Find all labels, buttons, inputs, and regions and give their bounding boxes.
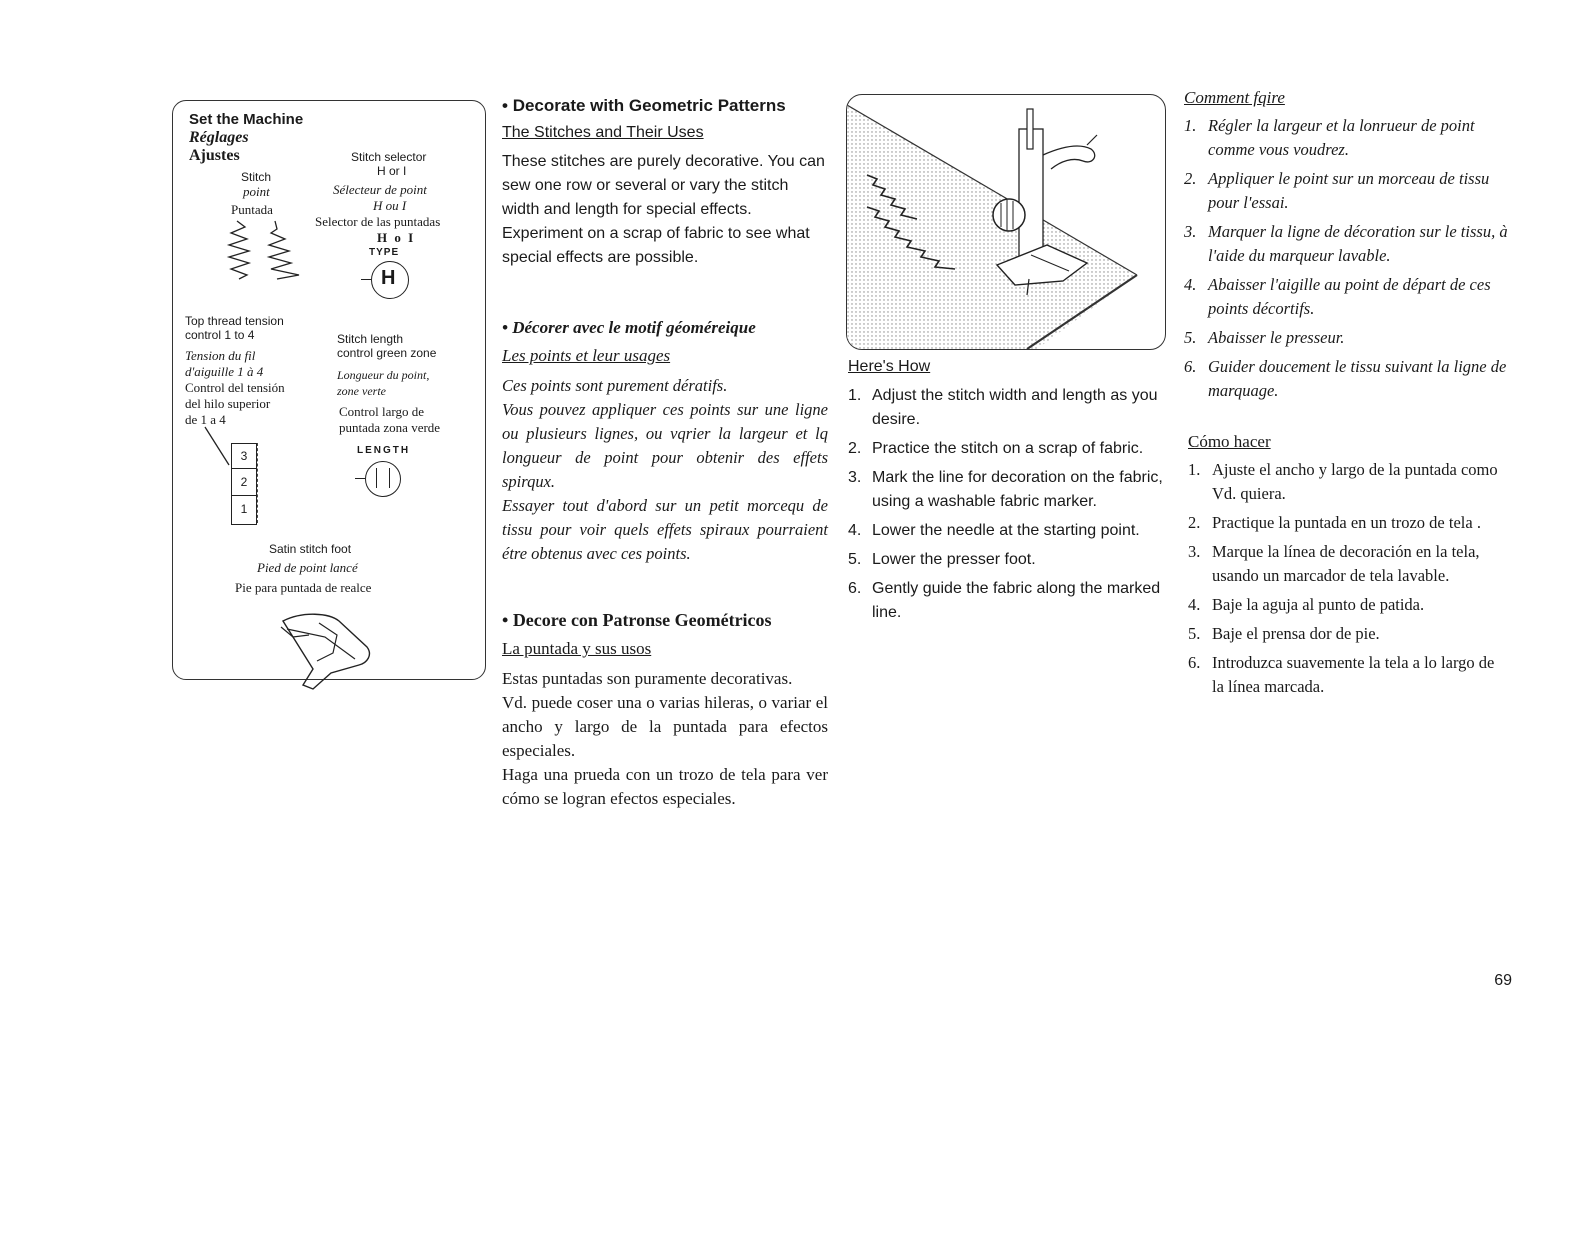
- como-hacer-step: [1188, 593, 1510, 617]
- heres-how-step: [848, 519, 1168, 543]
- step-number: 2.: [1184, 169, 1197, 188]
- heres-how-title: Here's How: [848, 358, 931, 375]
- step-number: 1.: [1188, 460, 1201, 479]
- page-number: 69: [1494, 972, 1512, 989]
- french-heading-text: Décorer avec le motif géoméreique: [512, 318, 756, 337]
- como-hacer-step: [1188, 458, 1510, 506]
- length-dial-grip-icon: [376, 468, 390, 488]
- stitch-label-es: Puntada: [231, 202, 273, 217]
- step-number: 3.: [848, 469, 862, 486]
- tension-label-fr2: d'aiguille 1 à 4: [185, 364, 264, 379]
- zigzag-stitch-icon: [225, 219, 315, 281]
- needle-sewing-icon: [847, 95, 1165, 349]
- english-paragraph-2: Experiment on a scrap of fabric to see what special effects are possible.: [502, 225, 810, 266]
- selector-label-fr2: H ou I: [373, 198, 407, 213]
- tension-label-es3: de 1 a 4: [185, 412, 226, 427]
- tension-dial: [231, 443, 257, 525]
- step-text: Abaisser l'aigille au point de départ de ces points décortifs.: [1208, 275, 1491, 318]
- foot-label-en: Satin stitch foot: [269, 542, 352, 556]
- spanish-paragraph-3: Haga una prueda con un trozo de tela para ver cómo se logran efectos especiales.: [502, 765, 828, 808]
- step-number: 4.: [1188, 595, 1201, 614]
- french-heading: • Décorer avec le motif géoméreique: [502, 318, 756, 337]
- foot-label-fr: Pied de point lancé: [257, 560, 358, 575]
- heres-how-section: [848, 358, 1168, 630]
- stitch-label-en: Stitch: [241, 170, 272, 184]
- step-text: Baje la aguja al punto de patida.: [1212, 595, 1425, 614]
- como-hacer-step: [1188, 540, 1510, 588]
- step-text: Régler la largeur et la lonrueur de point comme vous voudrez.: [1208, 116, 1475, 159]
- type-dial-pointer: [361, 279, 371, 280]
- heres-how-step: [848, 466, 1168, 514]
- step-number: 6.: [1188, 653, 1201, 672]
- comment-faire-section: [1184, 88, 1510, 408]
- spanish-heading: • Decore con Patronse Geométricos: [502, 610, 772, 630]
- step-text: Mark the line for decoration on the fabric, using a washable fabric marker.: [872, 469, 1163, 510]
- french-paragraph-1: Ces points sont purement dératifs.: [502, 376, 728, 395]
- step-text: Abaisser le presseur.: [1208, 328, 1345, 347]
- length-label-es1: Control largo de: [339, 404, 424, 419]
- comment-faire-step: [1184, 167, 1510, 215]
- tension-label-en1: Top thread tension: [185, 314, 284, 328]
- step-text: Gently guide the fabric along the marked line.: [872, 580, 1161, 621]
- como-hacer-title: Cómo hacer: [1188, 432, 1271, 451]
- step-number: 6.: [848, 580, 862, 597]
- spanish-paragraph-2: Vd. puede coser una o varias hileras, o variar el ancho y largo de la puntada para efectos especiales.: [502, 693, 828, 760]
- length-label-fr2: zone verte: [337, 384, 386, 398]
- step-text: Introduzca suavemente la tela a lo largo de la línea marcada.: [1212, 653, 1495, 696]
- heres-how-step: [848, 577, 1168, 625]
- english-heading-text: Decorate with Geometric Patterns: [512, 96, 786, 115]
- tension-label-es1: Control del tensión: [185, 380, 285, 395]
- foot-label-es: Pie para puntada de realce: [235, 580, 372, 595]
- french-paragraph-3: Essayer tout d'abord sur un petit morcequ de tissu pour voir quels effets spiraux pourraient étre obtenus avec ces points.: [502, 496, 828, 563]
- como-hacer-section: [1188, 432, 1510, 704]
- tension-label-fr1: Tension du fil: [185, 348, 256, 363]
- length-label-es2: puntada zona verde: [339, 420, 441, 435]
- length-label-fr1: Longueur du point,: [337, 368, 430, 382]
- como-hacer-step: [1188, 622, 1510, 646]
- french-section: [502, 318, 828, 566]
- type-selector-value: H: [381, 267, 396, 289]
- tension-label-en2: control 1 to 4: [185, 328, 255, 342]
- step-text: Marque la línea de decoración en la tela, usando un marcador de tela lavable.: [1212, 542, 1480, 585]
- step-text: Lower the presser foot.: [872, 551, 1036, 568]
- como-hacer-step: [1188, 651, 1510, 699]
- step-text: Practique la puntada en un trozo de tela .: [1212, 513, 1481, 532]
- comment-faire-step: [1184, 114, 1510, 162]
- tension-dial-ridges: [257, 443, 264, 523]
- satin-stitch-foot-icon: [273, 607, 383, 693]
- french-subheading: Les points et leur usages: [502, 346, 671, 365]
- settings-title-fr: Réglages: [189, 129, 249, 146]
- comment-faire-step: [1184, 355, 1510, 403]
- tension-pointer-line: [203, 425, 233, 481]
- length-label: LENGTH: [357, 445, 411, 456]
- heres-how-step: [848, 437, 1168, 461]
- length-label-en2: control green zone: [337, 346, 437, 360]
- heres-how-step: [848, 548, 1168, 572]
- english-section: [502, 96, 828, 270]
- machine-settings-box: [172, 100, 486, 680]
- step-text: Guider doucement le tissu suivant la ligne de marquage.: [1208, 357, 1507, 400]
- english-heading: • Decorate with Geometric Patterns: [502, 96, 786, 115]
- step-number: 3.: [1188, 542, 1201, 561]
- settings-title-en: Set the Machine: [189, 111, 304, 128]
- selector-label-en2: H or I: [377, 164, 407, 178]
- settings-title-es: Ajustes: [189, 147, 240, 164]
- spanish-subheading: La puntada y sus usos: [502, 639, 652, 658]
- comment-faire-step: [1184, 273, 1510, 321]
- step-text: Marquer la ligne de décoration sur le tissu, à l'aide du marqueur lavable.: [1208, 222, 1508, 265]
- heres-how-step: [848, 384, 1168, 432]
- stitch-label-fr: point: [243, 184, 270, 199]
- step-text: Appliquer le point sur un morceau de tissu pour l'essai.: [1208, 169, 1490, 212]
- selector-label-es2: H o I: [377, 230, 416, 245]
- selector-label-fr: Sélecteur de point: [333, 182, 427, 197]
- como-hacer-steps: [1188, 458, 1510, 699]
- tension-dial-3: 3: [232, 444, 256, 469]
- step-number: 6.: [1184, 357, 1197, 376]
- english-subheading: The Stitches and Their Uses: [502, 124, 704, 141]
- como-hacer-step: [1188, 511, 1510, 535]
- step-number: 1.: [848, 387, 862, 404]
- step-text: Baje el prensa dor de pie.: [1212, 624, 1380, 643]
- comment-faire-steps: [1184, 114, 1510, 403]
- step-number: 4.: [1184, 275, 1197, 294]
- length-dial-pointer: [355, 478, 365, 479]
- selector-label-en: Stitch selector: [351, 150, 427, 164]
- comment-faire-title: Comment fqire: [1184, 88, 1285, 107]
- step-number: 3.: [1184, 222, 1197, 241]
- tension-label-es2: del hilo superior: [185, 396, 271, 411]
- step-number: 2.: [1188, 513, 1201, 532]
- step-text: Lower the needle at the starting point.: [872, 522, 1140, 539]
- step-number: 1.: [1184, 116, 1197, 135]
- spanish-paragraph-1: Estas puntadas son puramente decorativas.: [502, 669, 793, 688]
- tension-dial-2: 2: [232, 469, 256, 496]
- heres-how-steps: [848, 384, 1168, 625]
- spanish-section: [502, 610, 828, 811]
- step-text: Adjust the stitch width and length as you desire.: [872, 387, 1158, 428]
- sewing-illustration: [846, 94, 1166, 350]
- step-number: 4.: [848, 522, 862, 539]
- step-number: 2.: [848, 440, 862, 457]
- step-number: 5.: [848, 551, 862, 568]
- selector-label-es: Selector de las puntadas: [315, 214, 441, 229]
- tension-dial-1: 1: [240, 502, 248, 516]
- length-control-dial: [365, 461, 401, 497]
- type-label: TYPE: [369, 247, 400, 258]
- comment-faire-step: [1184, 220, 1510, 268]
- type-selector-dial: [371, 261, 409, 299]
- comment-faire-step: [1184, 326, 1510, 350]
- step-number: 5.: [1188, 624, 1201, 643]
- spanish-heading-text: Decore con Patronse Geométricos: [512, 610, 772, 630]
- step-number: 5.: [1184, 328, 1197, 347]
- length-label-en1: Stitch length: [337, 332, 404, 346]
- english-paragraph-1: These stitches are purely decorative. You can sew one row or several or vary the stitch width and length for special effects.: [502, 153, 825, 218]
- french-paragraph-2: Vous pouvez appliquer ces points sur une ligne ou plusieurs lignes, ou vqrier la largeur et lq longueur de point pour obtenir des effets spirqux.: [502, 400, 828, 491]
- step-text: Ajuste el ancho y largo de la puntada como Vd. quiera.: [1212, 460, 1498, 503]
- step-text: Practice the stitch on a scrap of fabric.: [872, 440, 1144, 457]
